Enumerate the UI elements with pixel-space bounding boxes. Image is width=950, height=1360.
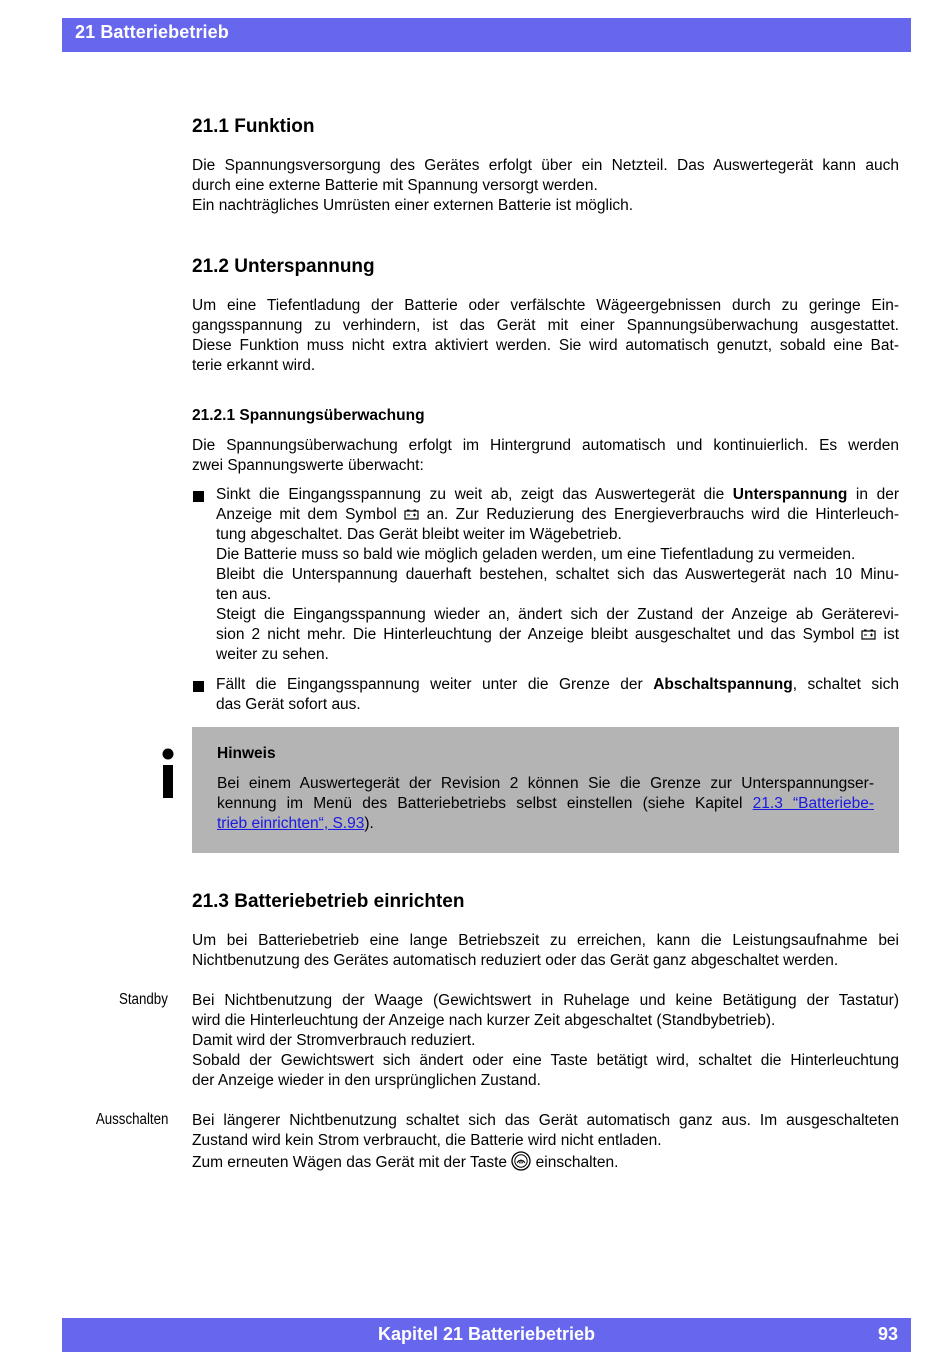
text-line: Anzeige mit dem Symbol an. Zur Reduzierung des Energieverbrauchs wird die Hinterleuch-: [216, 506, 899, 523]
subsection-21-2-1-text: [192, 436, 899, 476]
chapter-link[interactable]: 21.3 “Batteriebe-: [752, 795, 874, 812]
text-line: das Gerät sofort aus.: [216, 696, 361, 713]
text-line: trieb einrichten“, S.93).: [217, 815, 374, 832]
text-line: Fällt die Eingangsspannung weiter unter die Grenze der Abschaltspannung, schaltet sich: [216, 676, 899, 693]
chapter-link[interactable]: trieb einrichten“, S.93: [217, 815, 365, 832]
text-line: Die Spannungsversorgung des Gerätes erfolgt über ein Netzteil. Das Auswertegerät kann auch: [192, 157, 899, 174]
text-line: Bei einem Auswertegerät der Revision 2 können Sie die Grenze zur Unterspannungser-: [217, 775, 874, 792]
section-21-2-text: [192, 296, 899, 376]
battery-icon: [861, 629, 876, 640]
text-line: der Anzeige wieder in den ursprünglichen Zustand.: [192, 1072, 541, 1089]
bullet-square: [193, 491, 204, 502]
note-text: [217, 774, 874, 834]
text-line: Zum erneuten Wägen das Gerät mit der Taste einschalten.: [192, 1151, 899, 1173]
text-line: gangsspannung zu verhindern, ist das Gerät mit einer Spannungsüberwachung ausgestattet.: [192, 317, 899, 334]
text-line: Damit wird der Stromverbrauch reduziert.: [192, 1032, 476, 1049]
text-line: Die Spannungsüberwachung erfolgt im Hintergrund automatisch und kontinuierlich. Es werden: [192, 437, 899, 454]
text-line: ten aus.: [216, 586, 272, 603]
text-line: wird die Hinterleuchtung der Anzeige nach kurzer Zeit abgeschaltet (Standbybetrieb).: [192, 1012, 776, 1029]
standby-text: [192, 991, 899, 1091]
list-item-cutoff: [216, 675, 899, 715]
note-box: [192, 727, 899, 853]
text-line: Nichtbenutzung des Gerätes automatisch reduziert oder das Gerät ganz abgeschaltet werden.: [192, 952, 839, 969]
text-line: Bei längerer Nichtbenutzung schaltet sich das Gerät automatisch ganz aus. Im ausgeschalteten: [192, 1112, 899, 1129]
text-line: Steigt die Eingangsspannung wieder an, ändert sich der Zustand der Anzeige ab Geräterevi-: [216, 606, 899, 623]
header-bar: [62, 18, 911, 52]
text-line: Sobald der Gewichtswert sich ändert oder eine Taste betätigt wird, schaltet die Hinterleuchtung: [192, 1052, 899, 1069]
margin-label-ausschalten: Ausschalten: [95, 1111, 168, 1128]
power-key-icon: [511, 1151, 531, 1171]
section-21-3-text: [192, 931, 899, 971]
battery-icon: [404, 509, 419, 520]
section-21-1-text: [192, 156, 899, 216]
text-line: weiter zu sehen.: [216, 646, 329, 663]
list-item-undervoltage: [216, 485, 899, 665]
text-line: Bei Nichtbenutzung der Waage (Gewichtswert in Ruhelage und keine Betätigung der Tastatur): [192, 992, 899, 1009]
text-line: Zustand wird kein Strom verbraucht, die Batterie wird nicht entladen.: [192, 1132, 662, 1149]
section-heading-21-1: 21.1 Funktion: [192, 116, 315, 137]
footer-bar: [62, 1318, 911, 1352]
section-heading-21-2: 21.2 Unterspannung: [192, 256, 375, 277]
text-line: Ein nachträgliches Umrüsten einer externen Batterie ist möglich.: [192, 197, 634, 214]
text-line: zwei Spannungswerte überwacht:: [192, 457, 424, 474]
text-line: Die Batterie muss so bald wie möglich geladen werden, um eine Tiefentladung zu vermeiden.: [216, 546, 856, 563]
text-line: terie erkannt wird.: [192, 357, 316, 374]
info-icon: [158, 748, 180, 798]
footer-chapter-title: Kapitel 21 Batteriebetrieb: [377, 1324, 596, 1344]
text-line: sion 2 nicht mehr. Die Hinterleuchtung der Anzeige bleibt ausgeschaltet und das Symbol ist: [216, 626, 899, 643]
text-line: Sinkt die Eingangsspannung zu weit ab, zeigt das Auswertegerät die Unterspannung in der: [216, 486, 899, 503]
subsection-heading-21-2-1: 21.2.1 Spannungsüberwachung: [192, 407, 425, 424]
ausschalten-text: [192, 1111, 899, 1173]
text-line: Diese Funktion muss nicht extra aktiviert werden. Sie wird automatisch genutzt, sobald eine Bat-: [192, 337, 899, 354]
text-line: Bleibt die Unterspannung dauerhaft bestehen, schaltet sich das Auswertegerät nach 10 Minu-: [216, 566, 899, 583]
bullet-square: [193, 681, 204, 692]
section-heading-21-3: 21.3 Batteriebetrieb einrichten: [192, 891, 465, 912]
text-line: kennung im Menü des Batteriebetriebs selbst einstellen (siehe Kapitel 21.3 “Batteriebe-: [217, 795, 874, 812]
text-line: Um eine Tiefentladung der Batterie oder verfälschte Wägeergebnissen durch zu geringe Ein-: [192, 297, 899, 314]
chapter-title: 21 Batteriebetrieb: [75, 22, 229, 42]
text-line: Um bei Batteriebetrieb eine lange Betriebszeit zu erreichen, kann die Leistungsaufnahme bei: [192, 932, 899, 949]
margin-label-standby: Standby: [119, 991, 168, 1008]
note-title: Hinweis: [217, 745, 276, 762]
text-line: durch eine externe Batterie mit Spannung versorgt werden.: [192, 177, 598, 194]
text-line: tung abgeschaltet. Das Gerät bleibt weiter im Wägebetrieb.: [216, 526, 622, 543]
page-number: 93: [877, 1324, 898, 1344]
